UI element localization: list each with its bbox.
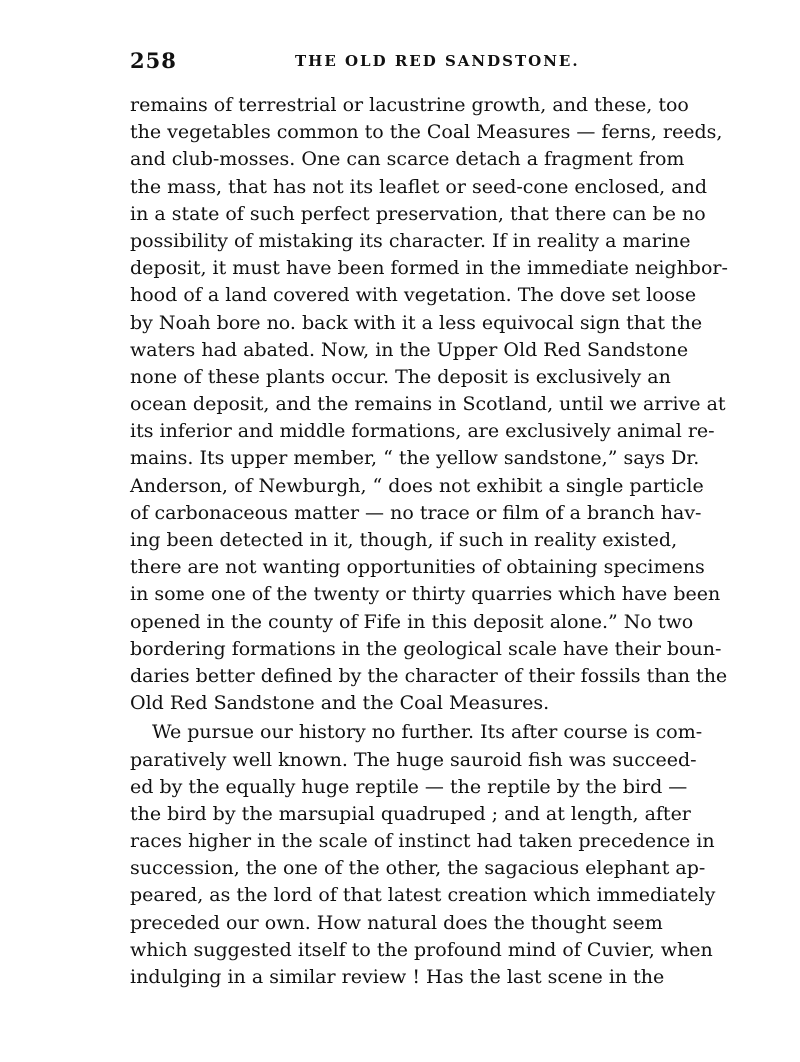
text-line: We pursue our history no further. Its after course is com-	[152, 721, 703, 744]
paragraph	[130, 92, 728, 717]
text-line: ocean deposit, and the remains in Scotland, until we arrive at	[130, 393, 726, 416]
text-line: its inferior and middle formations, are exclusively animal re-	[130, 420, 715, 443]
text-line: and club-mosses. One can scarce detach a fragment from	[130, 148, 685, 171]
text-line: mains. Its upper member, “ the yellow sandstone,” says Dr.	[130, 447, 700, 470]
text-line: Anderson, of Newburgh, “ does not exhibit a single particle	[130, 474, 704, 497]
text-line: ed by the equally huge reptile — the reptile by the bird —	[130, 775, 688, 798]
text-line: daries better defined by the character of their fossils than the	[130, 664, 728, 687]
text-line: Old Red Sandstone and the Coal Measures.	[130, 692, 550, 715]
text-line: of carbonaceous matter — no trace or film of a branch hav-	[130, 501, 702, 524]
text-line: the mass, that has not its leaflet or seed-cone enclosed, and	[130, 175, 707, 198]
page-number: 258	[130, 48, 177, 73]
text-line: the vegetables common to the Coal Measures — ferns, reeds,	[130, 121, 723, 144]
text-line: races higher in the scale of instinct had taken precedence in	[130, 830, 715, 853]
text-line: deposit, it must have been formed in the immediate neighbor-	[130, 257, 728, 280]
text-line: preceded our own. How natural does the thought seem	[130, 911, 663, 934]
text-line: paratively well known. The huge sauroid fish was succeed-	[130, 748, 697, 771]
text-line: by Noah bore no. back with it a less equivocal sign that the	[130, 311, 703, 334]
text-line: bordering formations in the geological scale have their boun-	[130, 637, 722, 660]
body-text	[130, 92, 728, 991]
text-line: the bird by the marsupial quadruped ; and at length, after	[130, 802, 691, 825]
text-line: succession, the one of the other, the sagacious elephant ap-	[130, 857, 706, 880]
text-line: ing been detected in it, though, if such in reality existed,	[130, 529, 678, 551]
text-line: possibility of mistaking its character. If in reality a marine	[130, 229, 691, 252]
text-line: there are not wanting opportunities of obtaining specimens	[130, 556, 705, 579]
page-header	[130, 48, 670, 78]
text-line: which suggested itself to the profound mind of Cuvier, when	[130, 938, 713, 961]
text-line: in a state of such perfect preservation, that there can be no	[130, 202, 706, 225]
running-head: THE OLD RED SANDSTONE.	[295, 52, 580, 70]
text-line: opened in the county of Fife in this deposit alone.” No two	[130, 610, 694, 633]
text-line: in some one of the twenty or thirty quarries which have been	[130, 583, 721, 606]
text-line: none of these plants occur. The deposit is exclusively an	[130, 365, 671, 388]
text-line: remains of terrestrial or lacustrine growth, and these, too	[130, 94, 689, 116]
text-line: indulging in a similar review ! Has the last scene in the	[130, 966, 665, 988]
paragraph	[130, 719, 716, 991]
text-line: peared, as the lord of that latest creation which immediately	[130, 884, 716, 907]
text-line: hood of a land covered with vegetation. The dove set loose	[130, 284, 697, 307]
text-line: waters had abated. Now, in the Upper Old Red Sandstone	[130, 338, 689, 361]
